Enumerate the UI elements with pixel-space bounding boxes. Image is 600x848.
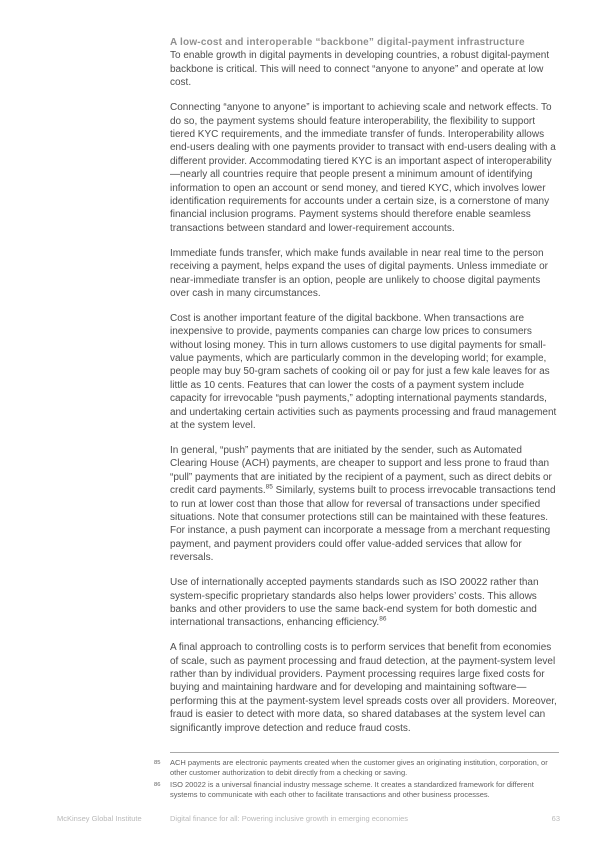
paragraph-3: Immediate funds transfer, which make funds available in near real time to the person receiving a payment, helps expand the uses of digital payments. Unless immediate or near-immediate transfer is an option, people are unlikely to choose digital payments over cash in many circumstances. bbox=[170, 247, 548, 299]
footnote-85 bbox=[154, 758, 560, 779]
paragraph-7: A final approach to controlling costs is to perform services that benefit from economies of scale, such as payment processing and fraud detection, at the payment-system level rather than by individual providers. Payment processing requires large fixed costs for buying and maintaining hardware and for developing and maintaining software—performing this at the payment-system level spreads costs over all providers. Moreover, fraud is easier to detect with more data, so shared databases at the system level can significantly improve detection and reduce fraud costs. bbox=[170, 642, 557, 734]
footnote-separator-rule bbox=[170, 752, 559, 753]
paragraph-5-text-b: Similarly, systems built to process irrevocable transactions tend to run at lower cost than those that allow for reversal of transactions under specified situations. Note that consumer protections still can be maintained with these features. For instance, a push payment can incorporate a message from a merchant requesting payment, and payment providers could offer value-added services that allow for reversals. bbox=[170, 485, 556, 564]
paragraph-6-text-a: Use of internationally accepted payments standards such as ISO 20022 rather than system-specific proprietary standards also helps lower providers’ costs. This allows banks and other providers to use the same back-end system for both domestic and international transactions, enhancing efficiency. bbox=[170, 577, 539, 629]
footnote-86-number: 86 bbox=[154, 781, 161, 788]
footnote-reference-85: 85 bbox=[265, 483, 273, 491]
page-footer bbox=[0, 814, 600, 828]
footnote-85-number: 85 bbox=[154, 760, 161, 766]
paragraph-2: Connecting “anyone to anyone” is important to achieving scale and network effects. To do so, the payment systems should feature interoperability, the flexibility to support tiered KYC requirements, and the immediate transfer of funds. Interoperability allows end-users dealing with one payments provider to transact with end-users dealing with a different provider. Accommodating tiered KYC is an important aspect of interoperability—nearly all countries require that people present a minimum amount of identifying information to open an account or send money, and tiered KYC, which involves lower identification requirements for accounts under a certain size, is a cornerstone of many financial inclusion programs. Payment systems should therefore enable seamless transactions between standard and lower-requirement accounts. bbox=[170, 102, 556, 234]
footnote-86-text: ISO 20022 is a universal financial industry message scheme. It creates a standardized framework for different systems to communicate with each other to facilitate transactions and other business processes. bbox=[170, 779, 534, 800]
footnote-86 bbox=[154, 780, 560, 801]
paragraph-1: To enable growth in digital payments in developing countries, a robust digital-payment backbone is critical. This will need to connect “anyone to anyone” and operate at low cost. bbox=[170, 50, 550, 89]
footnote-85-text: ACH payments are electronic payments created when the customer gives an originating institution, corporation, or other customer authorization to debit directly from a checking or saving. bbox=[170, 758, 548, 778]
paragraph-4: Cost is another important feature of the digital backbone. When transactions are inexpensive to provide, payments companies can charge low prices to consumers without losing money. This in turn allows customers to use digital payments for small-value payments, which are particularly common in the developing world; for example, people may buy 50-gram sachets of cooking oil or pay for just a few kale leaves for as little as 10 cents. Features that can lower the costs of a payment system include capacity for irrevocable “push payments,” adopting international payments standards, and undertaking certain activities such as payments processing and fraud management at the system level. bbox=[170, 312, 557, 432]
footer-report-title: Digital finance for all: Powering inclusive growth in emerging economies bbox=[170, 814, 409, 823]
footnotes-section bbox=[154, 758, 560, 802]
paragraph-5 bbox=[170, 444, 561, 565]
footer-page-number: 63 bbox=[551, 814, 560, 823]
section-heading: A low-cost and interoperable “backbone” digital-payment infrastructure bbox=[170, 37, 525, 48]
paragraph-5-text-a: In general, “push” payments that are initiated by the sender, such as Automated Clearing House (ACH) payments, are cheaper to support and less prone to fraud than “pull” payments that are initiated by the recipient of a payment, such as direct debits or credit card payments. bbox=[170, 444, 552, 497]
footer-institute-name: McKinsey Global Institute bbox=[57, 814, 142, 823]
footnote-reference-86: 86 bbox=[379, 616, 387, 624]
paragraph-6 bbox=[170, 576, 561, 630]
article-body bbox=[170, 36, 561, 735]
